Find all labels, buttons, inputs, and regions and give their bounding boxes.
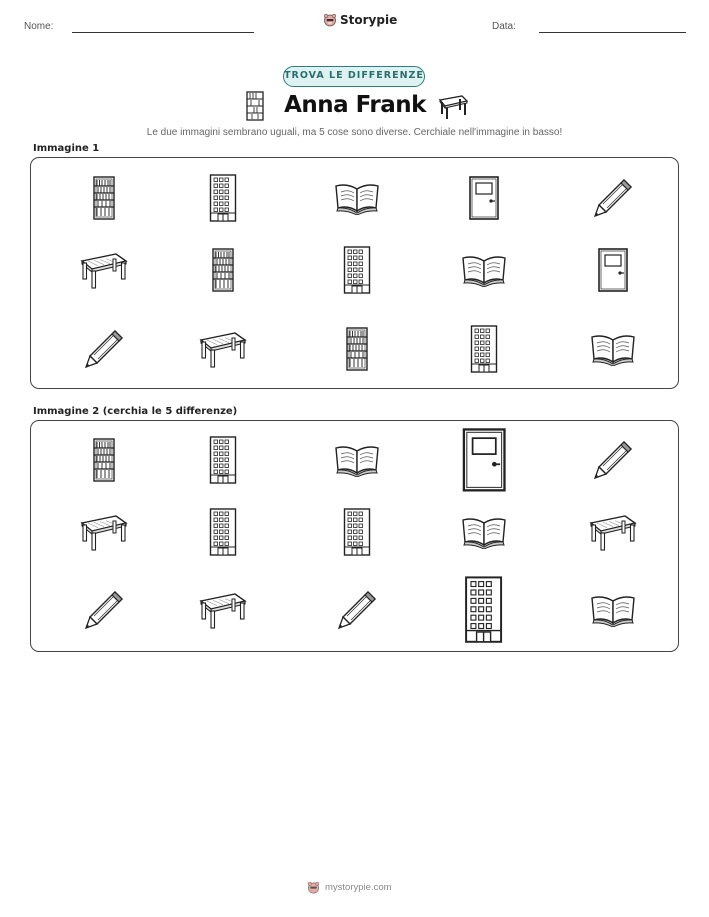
open-book-icon[interactable]: [333, 443, 381, 477]
open-book-icon: [589, 332, 637, 366]
building-icon[interactable]: [209, 508, 237, 556]
name-line[interactable]: [72, 32, 254, 33]
instructions: Le due immagini sembrano uguali, ma 5 cose sono diverse. Cerchiale nell'immagine in basso!: [146, 127, 563, 138]
image1-label: Immagine 1: [33, 143, 100, 154]
date-label: Data:: [492, 21, 516, 32]
image2-label: Immagine 2 (cerchia le 5 differenze): [33, 406, 238, 417]
open-book-icon[interactable]: [589, 593, 637, 627]
building-icon: [470, 325, 498, 373]
bookcase-icon: [212, 248, 234, 292]
pencil-icon[interactable]: [82, 588, 126, 632]
storypie-mascot-icon: [307, 881, 320, 894]
building-icon[interactable]: [343, 508, 371, 556]
activity-badge: TROVA LE DIFFERENZE: [283, 66, 425, 87]
pencil-icon[interactable]: [591, 438, 635, 482]
table-icon: [199, 330, 247, 368]
date-line[interactable]: [539, 32, 686, 33]
table-icon[interactable]: [199, 591, 247, 629]
door-icon: [468, 176, 500, 220]
bookcase-icon: [246, 91, 264, 121]
door-icon: [597, 248, 629, 292]
building-icon: [343, 246, 371, 294]
open-book-icon: [460, 253, 508, 287]
pencil-icon[interactable]: [335, 588, 379, 632]
table-icon[interactable]: [80, 513, 128, 551]
footer-url[interactable]: mystorypie.com: [325, 882, 392, 893]
brand-name: Storypie: [340, 13, 398, 27]
bookcase-icon: [346, 327, 368, 371]
table-icon[interactable]: [589, 513, 637, 551]
storypie-mascot-icon: [323, 13, 337, 27]
footer: [307, 881, 392, 894]
building-icon[interactable]: [209, 436, 237, 484]
building-icon: [209, 174, 237, 222]
building-icon[interactable]: [464, 576, 503, 643]
table-icon: [438, 94, 468, 120]
name-label: Nome:: [24, 21, 54, 32]
pencil-icon: [82, 327, 126, 371]
door-icon[interactable]: [461, 428, 507, 492]
pencil-icon: [591, 176, 635, 220]
brand-logo: [323, 13, 397, 27]
open-book-icon[interactable]: [460, 515, 508, 549]
bookcase-icon[interactable]: [93, 438, 115, 482]
table-icon: [80, 251, 128, 289]
bookcase-icon: [93, 176, 115, 220]
open-book-icon: [333, 181, 381, 215]
page-title: Anna Frank: [284, 92, 426, 118]
